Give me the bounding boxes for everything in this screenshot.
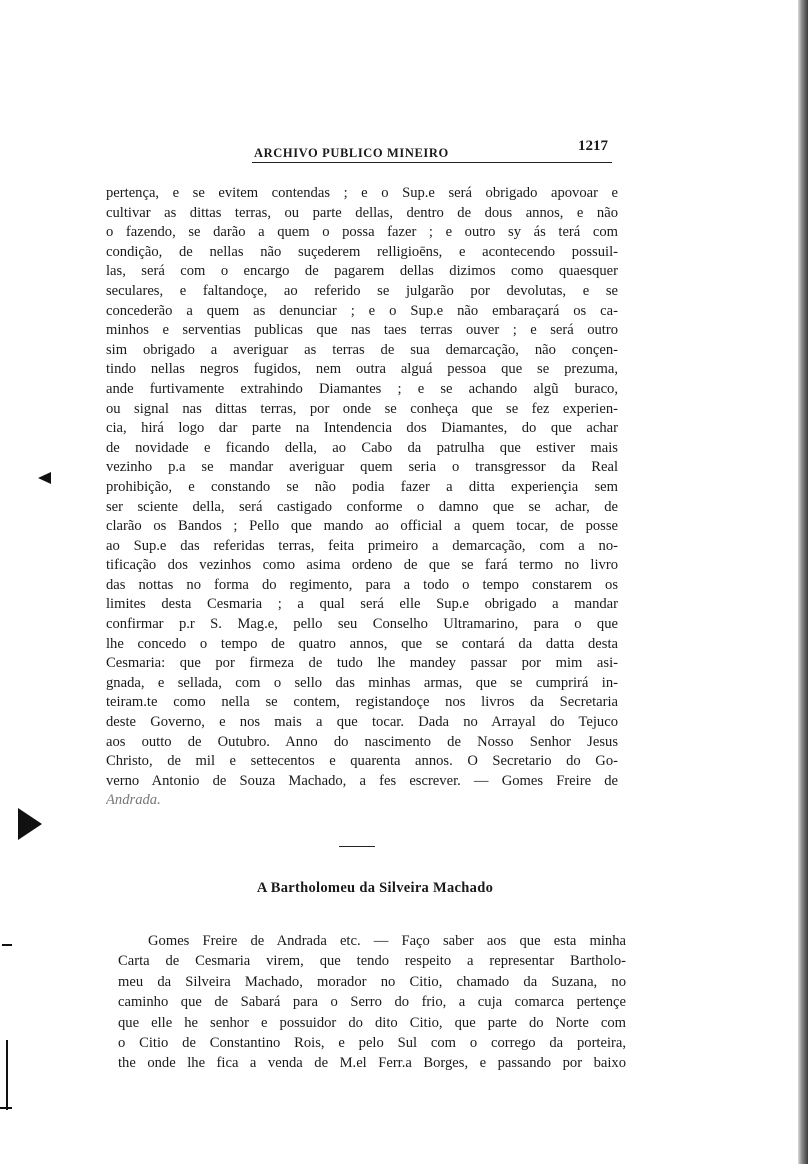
text-line: confirmar p.r S. Mag.e, pello seu Conselho Ultramarino, para o que — [106, 616, 618, 633]
margin-tick — [0, 1107, 12, 1109]
text-line: prohibição, e constando se não podia fazer a ditta experiençia sem — [106, 478, 618, 495]
text-line: Carta de Cesmaria virem, que tendo respeito a representar Bartholo- — [118, 953, 626, 970]
text-line: pertença, e se evitem contendas ; e o Sup.e será obrigado apovoar e — [106, 185, 618, 201]
text-line: vezinho p.a se mandar averiguar quem seria o transgressor da Real — [106, 459, 618, 476]
text-line: meu da Silveira Machado, morador no Citio, chamado da Suzana, no — [118, 973, 626, 990]
text-line: caminho que de Sabará para o Serro do frio, a cuja comarca pertençe — [118, 994, 626, 1011]
text-line: teiram.te como nella se contem, registandoçe nos livros da Secretaria — [106, 694, 618, 711]
margin-tick — [2, 944, 12, 946]
text-line: minhos e serventias publicas que nas taes terras ouver ; e será outro — [106, 322, 618, 339]
text-line: de novidade e ficando della, ao Cabo da patrulha que estiver mais — [106, 439, 618, 456]
text-line: Gomes Freire de Andrada etc. — Faço saber aos que esta minha — [148, 933, 626, 949]
text-line: limites desta Cesmaria ; a qual será elle Sup.e obrigado a mandar — [106, 596, 618, 613]
page-number: 1217 — [578, 138, 608, 154]
text-line: las, será com o encargo de pagarem dellas dizimos como quaesquer — [106, 263, 618, 280]
text-line: the onde lhe fica a venda de M.el Ferr.a Borges, e passando por baixo — [118, 1055, 626, 1072]
section-title: A Bartholomeu da Silveira Machado — [256, 880, 494, 896]
text-line: cia, hirá logo dar parte na Intendencia dos Diamantes, do que achar — [106, 420, 618, 437]
text-line: Christo, de mil e settecentos e quarenta annos. O Secretario do Go- — [106, 753, 618, 770]
text-line: ser sciente della, será castigado conforme o damno que se achar, de — [106, 498, 618, 515]
text-line: aos outto de Outubro. Anno do nascimento de Nosso Senhor Jesus — [106, 733, 618, 750]
text-line: ande furtivamente extrahindo Diamantes ; e se achando algũ buraco, — [106, 380, 618, 397]
text-line: que elle he senhor e possuidor do dito Citio, que parte do Norte com — [118, 1014, 626, 1031]
scan-page-edge — [798, 0, 808, 1164]
page-header — [252, 138, 612, 162]
text-line: verno Antonio de Souza Machado, a fes escrever. — Gomes Freire de — [106, 772, 618, 789]
margin-triangle-marker — [18, 808, 42, 840]
text-line: das nottas no forma do regimento, para a todo o tempo constarem os — [106, 576, 618, 593]
text-line: lhe concedo o tempo de quatro annos, que se contará da datta desta — [106, 635, 618, 652]
text-line: Cesmaria: que por firmeza de tudo lhe mandey passar por mim asi- — [106, 655, 618, 672]
text-line: concederão a quem as denunciar ; e o Sup.e não embaraçará os ca- — [106, 302, 618, 319]
text-line: sim obrigado a averiguar as terras de sua demarcação, não conçen- — [106, 341, 618, 358]
text-line: ao Sup.e das referidas terras, feita primeiro a demarcação, com a no- — [106, 537, 618, 554]
section-divider — [339, 846, 375, 847]
text-line: condição, de nellas não suçederem relligioēns, e acontecendo possuil- — [106, 243, 618, 260]
text-line: ou signal nas dittas terras, por onde se conheça que se fez experien- — [106, 400, 618, 417]
text-line: seculares, e faltandoçe, ao referido se julgarão por devolutas, e se — [106, 282, 618, 299]
signature-end: Andrada. — [106, 792, 161, 809]
text-line: deste Governo, e nos mais a que tocar. Dada no Arrayal do Tejuco — [106, 714, 618, 731]
text-line: gnada, e sellada, com o sello das minhas armas, que se cumprirá in- — [106, 674, 618, 691]
running-title: ARCHIVO PUBLICO MINEIRO — [254, 146, 449, 160]
text-line: o fazendo, se darão a quem o possa fazer ; e outro sy ás terá com — [106, 224, 618, 241]
paragraph-cesmaria-conditions — [106, 184, 618, 811]
text-line: tindo nellas negros fugidos, nem outra alguá pessoa que se prezuma, — [106, 361, 618, 378]
text-line: cultivar as dittas terras, ou parte dellas, dentro de dous annos, e não — [106, 204, 618, 221]
margin-bracket — [6, 1040, 8, 1110]
margin-arrow-marker — [38, 472, 51, 484]
text-line: clarão os Bandos ; Pello que mando ao official a quem tocar, de posse — [106, 518, 618, 535]
paragraph-carta-de-cesmaria — [118, 931, 626, 1074]
text-line: o Citio de Constantino Rois, e pelo Sul com o corrego da porteira, — [118, 1035, 626, 1052]
header-rule — [252, 162, 612, 163]
text-line: tificação dos vezinhos como asima ordeno de que se fará termo no livro — [106, 557, 618, 574]
